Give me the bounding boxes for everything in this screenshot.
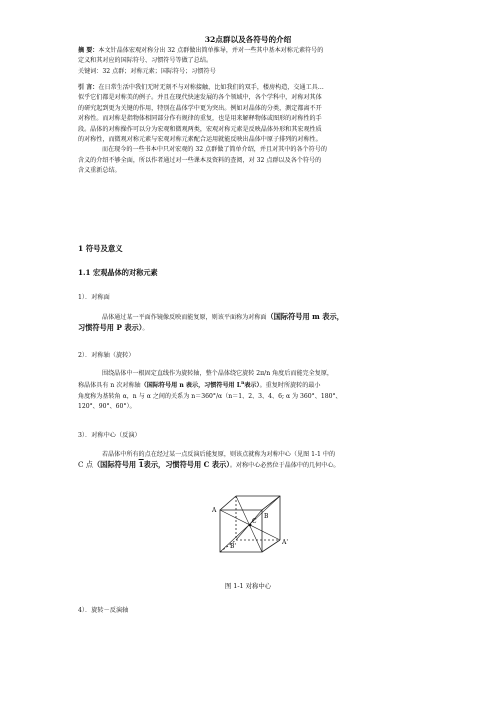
item-heading-inversion-center: 3）．对称中心（反演）	[78, 432, 141, 439]
body-text: C 点	[78, 460, 93, 470]
item-heading-rotoinversion-axis: 4）．旋转－反演轴	[78, 607, 129, 614]
item-body-rotation-axis	[78, 369, 423, 413]
inversion-center-figure	[200, 488, 300, 576]
section-heading-1: 1 符号及意义	[78, 244, 123, 253]
intro-line: 含义重新总结。	[78, 167, 121, 175]
label-c: C	[252, 518, 257, 525]
prism-back-face	[236, 496, 280, 540]
intro-line: 而在现今的一些书本中只对宏观的 32 点群做了简单介绍，并且对其中的各个符号的	[102, 146, 327, 154]
notation-text: 1	[138, 460, 144, 470]
notation-text: 表示，习惯符号用 C 表示）	[143, 460, 230, 470]
notation-text: 表示）	[244, 382, 260, 390]
body-text: 晶体通过某一平面作镜像反映而能复原，则该平面称为对称面	[102, 314, 267, 321]
label-a: A	[212, 507, 217, 514]
page-title: 32点群以及各符号的介绍	[204, 35, 292, 44]
body-text: 。	[142, 325, 149, 333]
abstract-label: 摘 要：	[78, 47, 99, 54]
body-text: 角度称为基转角 α，n 与 α 之间的关系为 n＝360°/α（n＝1、2、3、4、6; α 为 360°、180°、	[78, 392, 342, 400]
notation-text: （国际符号用	[92, 460, 139, 470]
abstract-line: 定义和其对应的国际符号、习惯符号等做了总结。	[78, 57, 213, 65]
item-heading-mirror-plane: 1）．对称面	[78, 294, 110, 301]
notation-text: （国际符号用 m 表示，	[266, 312, 344, 321]
introduction	[78, 83, 423, 177]
intro-line: 似乎它们都是对称美的例子。并且在现代快速发展的各个领域中，各个学科中，对称对其体	[78, 94, 322, 102]
intro-line: 段。晶体的对称操作可以分为宏观和微观两类，宏观对称元素是反映晶体外形和其宏观性质	[78, 125, 322, 133]
label-b-prime: B'	[230, 543, 237, 550]
intro-line: 含义的介绍不够全面，所以作者通过对一些课本及资料的查阅，对 32 点群以及各个符号的	[78, 156, 322, 164]
item-body-inversion-center	[78, 450, 423, 472]
label-a-prime: A'	[282, 539, 288, 546]
body-text: 称晶体具有 n 次对称轴	[78, 382, 141, 390]
label-b: B	[264, 513, 269, 520]
keywords: 关键词：32 点群；对称元素；国际符号；习惯符号	[78, 68, 216, 75]
item-heading-rotation-axis: 2）．对称轴（旋转）	[78, 352, 135, 359]
item-body-mirror-plane	[78, 312, 423, 335]
center-point	[249, 524, 252, 527]
body-text: 120°、90°、60°）。	[78, 403, 136, 411]
intro-line: 的对称性，而微观对称元素与宏观对称元素配合运用就能反映出晶体中原子排列的对称性。	[78, 136, 322, 144]
body-text: 。对称中心必然位于晶体中的几何中心。	[229, 462, 340, 470]
prism-hidden-edges	[236, 496, 280, 540]
figure-caption: 图 1-1 对称中心	[224, 582, 272, 590]
abstract	[78, 46, 423, 67]
body-text: 。重复时所旋转的最小	[259, 382, 321, 390]
prism-front-face	[220, 510, 262, 552]
intro-label: 引 言：	[78, 84, 99, 91]
intro-line: 对称性。而对称是指物体相同部分作有规律的重复，也是用来解释物体或图形的对称性的手	[78, 115, 322, 123]
notation-text: 习惯符号用 P 表示）	[78, 323, 143, 333]
abstract-line: 本文针晶体宏观对称分出 32 点群做出简单推导，并对一些其中基本对称元素符号的	[98, 47, 324, 54]
intro-line: 的研究起到更为关键的作用，特别在晶体学中更为突出。例如对晶体的分类，测定都离不开	[78, 104, 322, 112]
intro-line: 在日常生活中我们无时无刻不与对称接触，比如我们的双手，楼房构造，交通工具…	[98, 84, 324, 91]
body-text: 围绕晶体中一根固定直线作为旋转轴，整个晶体绕它旋转 2π/n 角度后而能完全复原，	[102, 370, 334, 377]
notation-text: （国际符号用 n 表示，习惯符号用 L	[140, 382, 242, 390]
notation-sup: n	[241, 381, 245, 387]
body-text: 若晶体中所有的点在经过某一点反演后能复原，则该点就称为对称中心（见图 1-1 中的	[102, 451, 336, 458]
section-heading-1-1: 1.1 宏观晶体的对称元素	[78, 268, 158, 277]
